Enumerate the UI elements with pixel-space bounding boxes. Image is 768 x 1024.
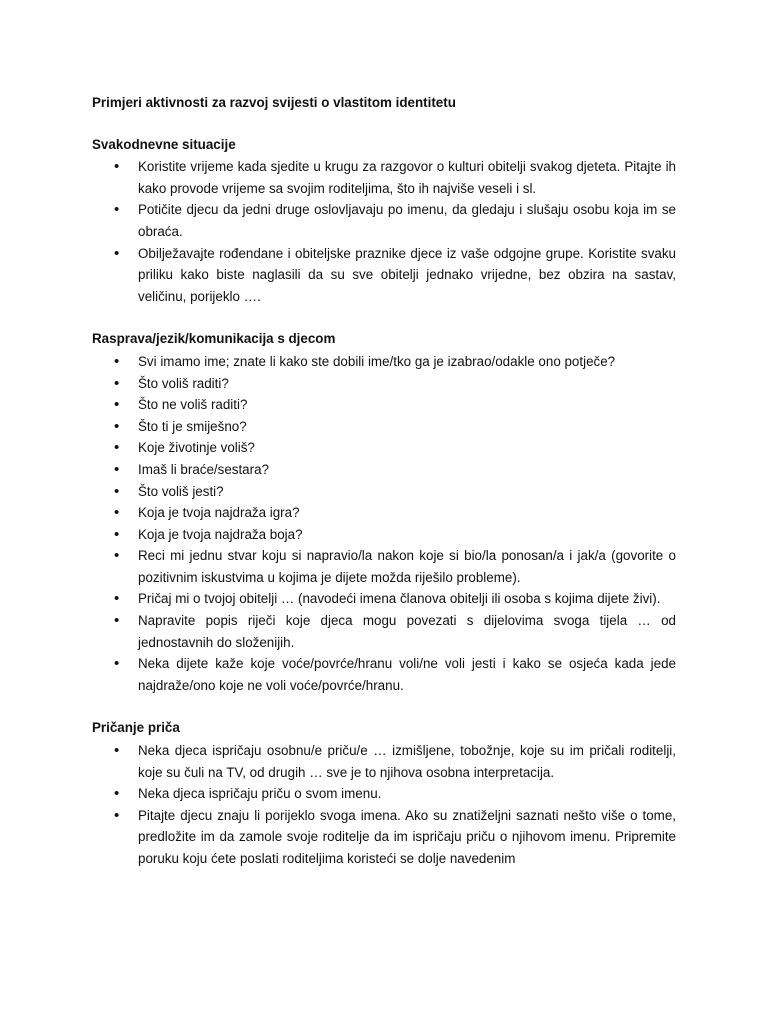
list-item: • Reci mi jednu stvar koju si napravio/la nakon koje si bio/la ponosan/a i jak/a (govorite o pozitivnim iskustvima u kojima je dijete možda riješilo probleme). bbox=[92, 545, 676, 588]
list-item: • Neka dijete kaže koje voće/povrće/hranu voli/ne voli jesti i kako se osjeća kada jede najdraže/ono koje ne voli voće/povrće/hranu. bbox=[92, 653, 676, 696]
section-heading: Rasprava/jezik/komunikacija s djecom bbox=[92, 331, 336, 347]
list-item: • Koje životinje voliš? bbox=[92, 437, 676, 459]
section-storytelling bbox=[92, 717, 676, 869]
section-heading: Svakodnevne situacije bbox=[92, 136, 236, 152]
list-item: • Svi imamo ime; znate li kako ste dobili ime/tko ga je izabrao/odakle ono potječe? bbox=[92, 351, 676, 373]
list-item: • Potičite djecu da jedni druge oslovljavaju po imenu, da gledaju i slušaju osobu koja im se obraća. bbox=[92, 199, 676, 242]
bullet-list bbox=[92, 156, 676, 307]
list-item: • Neka djeca ispričaju osobnu/e priču/e … izmišljene, tobožnje, koje su im pričali roditelji, koje su čuli na TV, od drugih … sve je to njihova osobna interpretacija. bbox=[92, 740, 676, 783]
list-item: • Neka djeca ispričaju priču o svom imenu. bbox=[92, 783, 676, 805]
list-item: • Što ne voliš raditi? bbox=[92, 394, 676, 416]
section-everyday-situations bbox=[92, 134, 676, 308]
list-item: • Pitajte djecu znaju li porijeklo svoga imena. Ako su znatiželjni saznati nešto više o tome, predložite im da zamole svoje roditelje da im ispričaju priču o njihovom imenu. Pripremite poruku koju ćete poslati roditeljima koristeći se dolje navedenim bbox=[92, 805, 676, 870]
list-item: • Što voliš raditi? bbox=[92, 373, 676, 395]
list-item: • Što ti je smiješno? bbox=[92, 416, 676, 438]
list-item: • Koja je tvoja najdraža igra? bbox=[92, 502, 676, 524]
list-item: • Pričaj mi o tvojoj obitelji … (navodeći imena članova obitelji ili osoba s kojima dijete živi). bbox=[92, 588, 676, 610]
list-item: • Obilježavajte rođendane i obiteljske praznike djece iz vaše odgojne grupe. Koristite svaku priliku kako biste naglasili da su sve obitelji jednako vrijedne, bez obzira na sastav, veličinu, porijeklo …. bbox=[92, 243, 676, 308]
list-item: • Koja je tvoja najdraža boja? bbox=[92, 524, 676, 546]
list-item: • Što voliš jesti? bbox=[92, 481, 676, 503]
list-item: • Koristite vrijeme kada sjedite u krugu za razgovor o kulturi obitelji svakog djeteta. Pitajte ih kako provode vrijeme sa svojim roditeljima, što ih najviše veseli i sl. bbox=[92, 156, 676, 199]
bullet-list bbox=[92, 740, 676, 870]
bullet-list bbox=[92, 351, 676, 697]
list-item: • Napravite popis riječi koje djeca mogu povezati s dijelovima svoga tijela … od jednostavnih do složenijih. bbox=[92, 610, 676, 653]
section-discussion-language bbox=[92, 328, 676, 696]
document-title: Primjeri aktivnosti za razvoj svijesti o vlastitom identitetu bbox=[92, 95, 456, 110]
list-item: • Imaš li braće/sestara? bbox=[92, 459, 676, 481]
section-heading: Pričanje priča bbox=[92, 720, 180, 736]
